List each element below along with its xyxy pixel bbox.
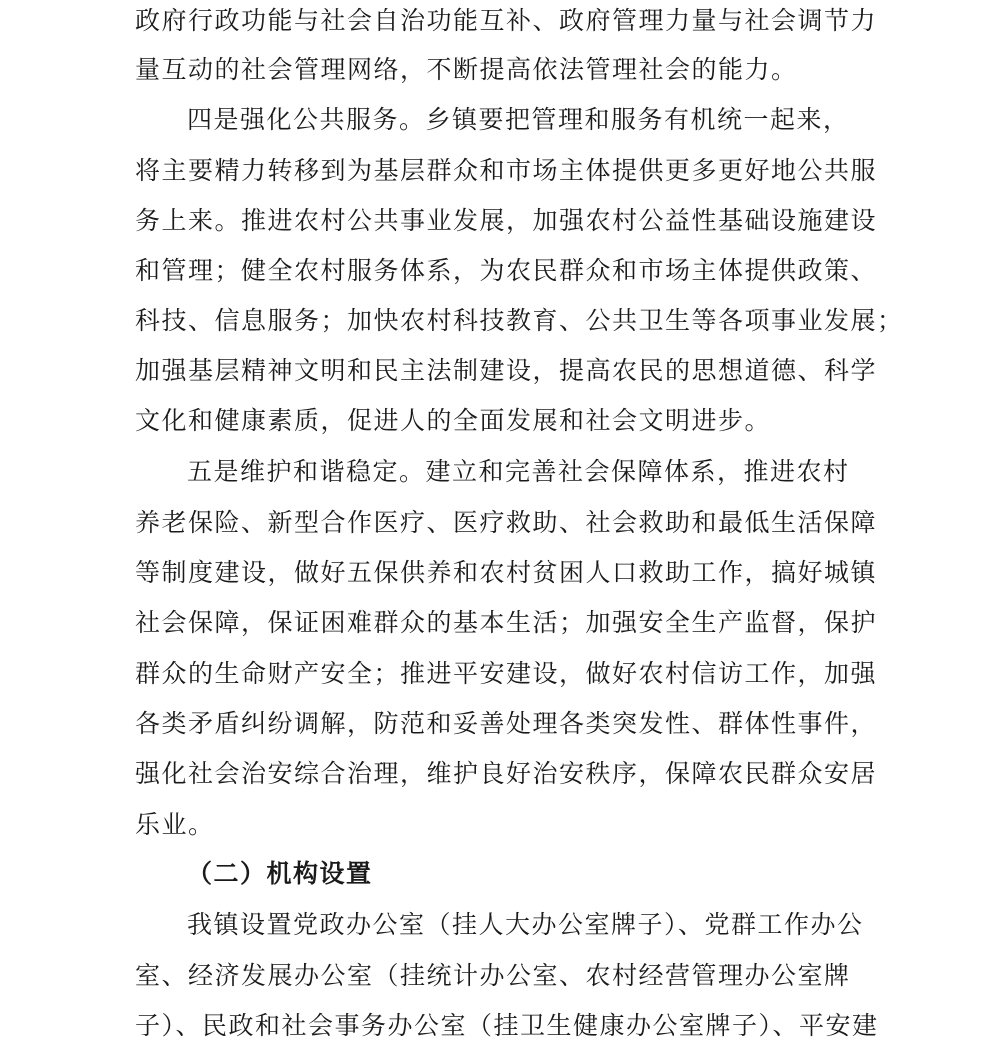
text-line: 强化社会治安综合治理，维护良好治安秩序，保障农民群众安居: [135, 759, 878, 788]
text-line: 子）、民政和社会事务办公室（挂卫生健康办公室牌子）、平安建: [135, 1011, 879, 1040]
text-line: 量互动的社会管理网络，不断提高依法管理社会的能力。: [135, 55, 798, 84]
paragraph-start-line: 四是强化公共服务。乡镇要把管理和服务有机统一起来，: [187, 105, 850, 134]
paragraph-start-line: 五是维护和谐稳定。建立和完善社会保障体系，推进农村: [187, 457, 850, 486]
text-line: 群众的生命财产安全；推进平安建设，做好农村信访工作，加强: [135, 659, 878, 688]
text-line: 和管理；健全农村服务体系，为农民群众和市场主体提供政策、: [135, 256, 878, 285]
text-line: 室、经济发展办公室（挂统计办公室、农村经营管理办公室牌: [135, 961, 851, 990]
text-line: 将主要精力转移到为基层群众和市场主体提供更多更好地公共服: [135, 156, 878, 185]
text-line: 乐业。: [135, 810, 215, 839]
text-line: 等制度建设，做好五保供养和农村贫困人口救助工作，搞好城镇: [135, 558, 878, 587]
paragraph-start-line: 我镇设置党政办公室（挂人大办公室牌子）、党群工作办公: [187, 910, 864, 939]
text-line: 各类矛盾纠纷调解，防范和妥善处理各类突发性、群体性事件，: [135, 709, 878, 738]
text-line: 加强基层精神文明和民主法制建设，提高农民的思想道德、科学: [135, 356, 878, 385]
text-line: 社会保障，保证困难群众的基本生活；加强安全生产监督，保护: [135, 608, 878, 637]
text-line: 政府行政功能与社会自治功能互补、政府管理力量与社会调节力: [135, 6, 878, 35]
text-line: 文化和健康素质，促进人的全面发展和社会文明进步。: [135, 406, 772, 435]
text-line: 科技、信息服务；加快农村科技教育、公共卫生等各项事业发展；: [135, 306, 904, 335]
text-line: 务上来。推进农村公共事业发展，加强农村公益性基础设施建设: [135, 206, 878, 235]
text-line: 养老保险、新型合作医疗、医疗救助、社会救助和最低生活保障: [135, 508, 878, 537]
section-heading: （二）机构设置: [187, 859, 373, 888]
